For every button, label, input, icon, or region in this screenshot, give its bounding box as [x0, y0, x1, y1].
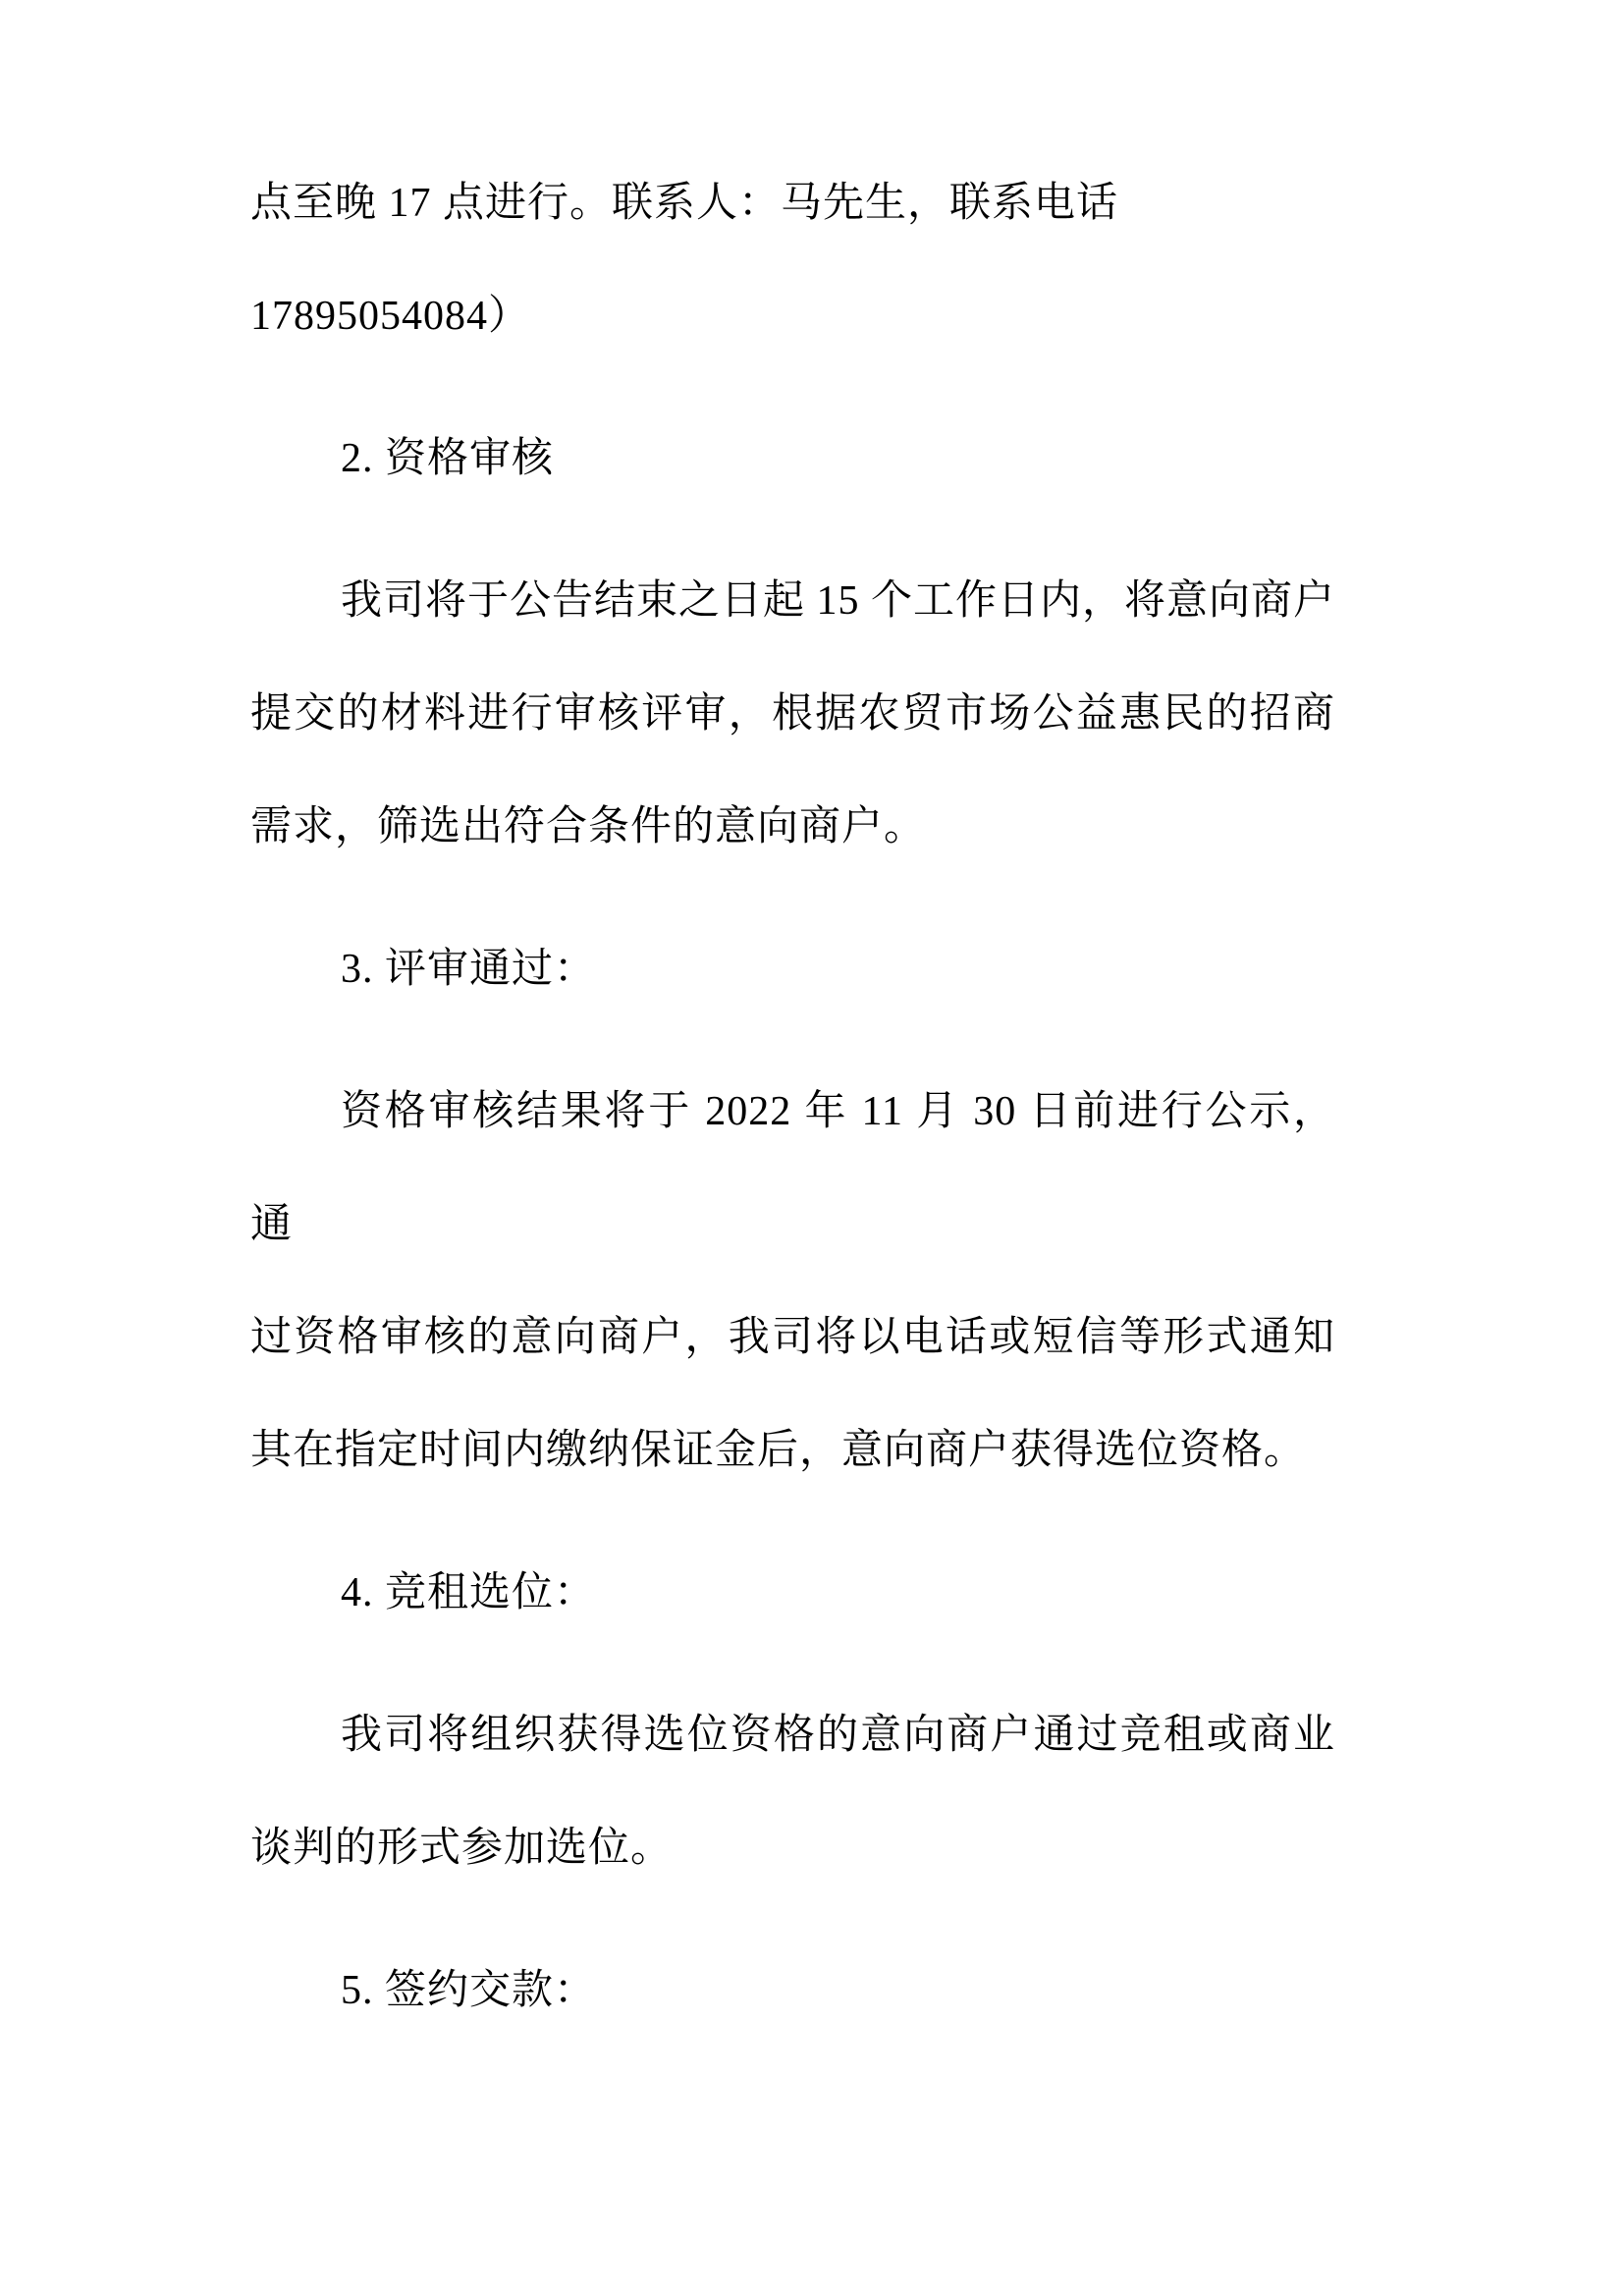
paragraph-review-passed-body	[250, 1056, 1335, 1507]
text-line: 我司将于公告结束之日起 15 个工作日内，将意向商户	[341, 578, 1336, 624]
text-line: 我司将组织获得选位资格的意向商户通过竞租或商业	[341, 1713, 1335, 1758]
text-line-phone-number: 17895054084）	[250, 294, 531, 339]
text-line: 需求，筛选出符合条件的意向商户。	[250, 804, 927, 849]
heading-line: 3. 评审通过：	[341, 947, 597, 992]
heading-line: 2. 资格审核	[341, 436, 555, 481]
paragraph-bidding-selection-body	[250, 1679, 1335, 1905]
text-line: 点至晚 17 点进行。联系人：马先生，联系电话	[250, 181, 1119, 226]
page-text-block	[250, 147, 1335, 2077]
heading-5-signing-payment	[250, 1935, 1335, 2048]
heading-4-bidding-selection	[250, 1537, 1335, 1650]
paragraph-qualification-review-body	[250, 545, 1335, 884]
heading-line: 4. 竞租选位：	[341, 1570, 597, 1615]
text-line: 资格审核结果将于 2022 年 11 月 30 日前进行公示，通	[250, 1089, 1335, 1247]
heading-3-review-passed	[250, 913, 1335, 1026]
heading-2-qualification-review	[250, 403, 1335, 516]
text-line: 其在指定时间内缴纳保证金后，意向商户获得选位资格。	[250, 1428, 1307, 1473]
paragraph-contact-continuation	[250, 147, 1335, 373]
text-line: 提交的材料进行审核评审，根据农贸市场公益惠民的招商	[250, 691, 1335, 737]
text-line: 谈判的形式参加选位。	[250, 1826, 674, 1871]
heading-line: 5. 签约交款：	[341, 1968, 597, 2013]
text-line: 过资格审核的意向商户，我司将以电话或短信等形式通知	[250, 1315, 1335, 1360]
